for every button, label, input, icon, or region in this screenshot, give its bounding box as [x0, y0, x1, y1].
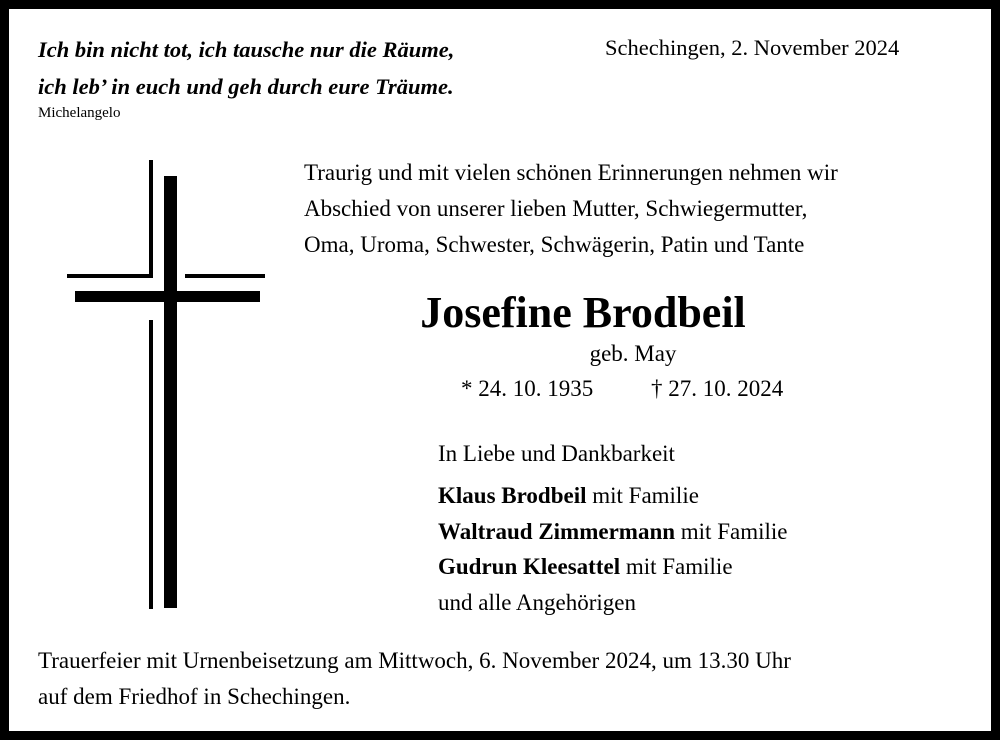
mourners-heading: In Liebe und Dankbarkeit	[438, 441, 675, 466]
quote-line-2: ich leb’ in euch und geh durch eure Träume.	[38, 74, 454, 99]
place-date: Schechingen, 2. November 2024	[605, 35, 900, 60]
mourner-suffix: mit Familie	[675, 519, 788, 544]
quote-author: Michelangelo	[38, 105, 121, 121]
mourners-closing: und alle Angehörigen	[438, 590, 637, 615]
mourner-name: Klaus Brodbeil	[438, 483, 587, 508]
mourner-name: Waltraud Zimmermann	[438, 519, 676, 544]
mourner-suffix: mit Familie	[586, 483, 699, 508]
mourner-row	[438, 549, 733, 585]
deceased-name: Josefine Brodbeil	[420, 288, 746, 337]
death-date: † 27. 10. 2024	[651, 376, 784, 401]
ceremony-line-1: Trauerfeier mit Urnenbeisetzung am Mittwoch, 6. November 2024, um 13.30 Uhr	[38, 648, 791, 673]
maiden-name: geb. May	[589, 341, 677, 366]
intro-line-2: Abschied von unserer lieben Mutter, Schwiegermutter,	[304, 196, 808, 221]
mourner-row	[438, 478, 699, 514]
latin-cross-icon	[65, 159, 265, 611]
ceremony-line-2: auf dem Friedhof in Schechingen.	[38, 684, 351, 709]
quote-line-1: Ich bin nicht tot, ich tausche nur die Räume,	[38, 37, 455, 62]
birth-date: * 24. 10. 1935	[461, 376, 594, 401]
mourner-suffix: mit Familie	[620, 554, 733, 579]
intro-line-1: Traurig und mit vielen schönen Erinnerungen nehmen wir	[304, 160, 838, 185]
intro-line-3: Oma, Uroma, Schwester, Schwägerin, Patin und Tante	[304, 232, 805, 257]
mourner-row	[438, 514, 787, 550]
mourner-name: Gudrun Kleesattel	[438, 554, 621, 579]
